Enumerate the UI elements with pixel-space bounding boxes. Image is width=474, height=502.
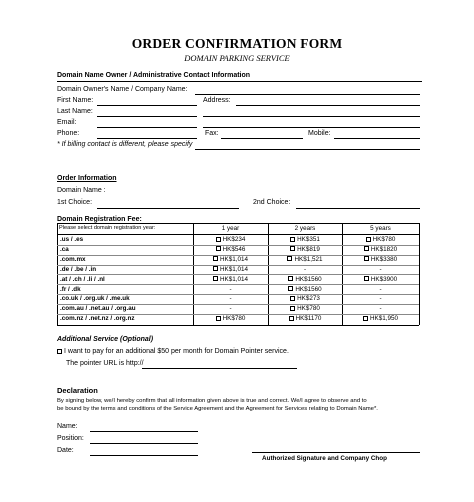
first-name-field[interactable] <box>97 105 197 106</box>
last-name-label: Last Name: <box>57 108 93 115</box>
price-option-y1[interactable] <box>193 266 268 273</box>
signature-field[interactable] <box>252 452 420 453</box>
price-checkbox[interactable] <box>364 256 369 261</box>
price-value: HK$819 <box>297 245 320 253</box>
table-row-label: .us / .es <box>60 236 84 243</box>
price-option-y2[interactable] <box>268 286 342 293</box>
address-field-line3[interactable] <box>203 127 420 128</box>
price-checkbox[interactable] <box>213 256 218 261</box>
price-unavailable: - <box>379 265 382 273</box>
price-checkbox[interactable] <box>366 237 371 242</box>
first-name-label: First Name: <box>57 97 94 104</box>
price-checkbox[interactable] <box>288 276 293 281</box>
price-option-y1[interactable] <box>193 246 268 253</box>
billing-contact-field[interactable] <box>195 149 420 150</box>
table-row-label: .ca <box>60 245 69 253</box>
billing-note: * If billing contact is different, please specify <box>57 141 193 148</box>
price-unavailable: - <box>379 285 382 293</box>
price-value: HK$273 <box>297 295 320 303</box>
price-checkbox[interactable] <box>290 246 295 251</box>
fax-field[interactable] <box>221 138 303 139</box>
form-title: ORDER CONFIRMATION FORM <box>131 36 343 51</box>
price-value: HK$234 <box>222 236 246 243</box>
table-row-label: .com.au / .net.au / .org.au <box>60 305 136 313</box>
table-header-2years: 2 years <box>294 225 316 232</box>
price-option-y1[interactable] <box>193 236 268 243</box>
price-value: HK$1170 <box>295 315 322 323</box>
price-option-y2[interactable] <box>268 256 342 263</box>
email-label: Email: <box>57 119 77 126</box>
owner-name-label: Domain Owner's Name / Company Name: <box>57 86 188 93</box>
price-checkbox[interactable] <box>213 266 218 271</box>
price-value: HK$1,521 <box>294 255 323 263</box>
mobile-label: Mobile: <box>308 130 331 137</box>
price-value: HK$1,014 <box>219 275 248 283</box>
table-row-divider <box>57 314 419 315</box>
table-row-label: .com.nz / .net.nz / .org.nz <box>60 315 135 323</box>
price-value: HK$3900 <box>370 275 398 283</box>
table-row-label: .com.mx <box>60 255 86 263</box>
mobile-field[interactable] <box>334 138 420 139</box>
price-value: HK$780 <box>372 236 396 243</box>
pointer-service-option[interactable] <box>57 348 289 355</box>
price-value: HK$546 <box>222 245 246 253</box>
price-value: HK$780 <box>297 305 320 313</box>
table-row-divider <box>57 265 419 266</box>
position-label: Position: <box>57 435 84 442</box>
table-header-1year: 1 year <box>221 225 240 232</box>
table-row-divider <box>57 304 419 305</box>
price-option-y2[interactable] <box>268 305 342 312</box>
price-checkbox[interactable] <box>364 276 369 281</box>
section-divider <box>57 81 422 82</box>
price-unavailable: - <box>303 265 307 273</box>
name-label: Name: <box>57 423 78 430</box>
price-option-y5[interactable] <box>342 236 419 243</box>
declaration-text-line2: be bound by the terms and conditions of the Service Agreement and the Agreement for Services relating to Domain Name*. <box>57 406 378 412</box>
price-option-y1[interactable] <box>193 315 268 322</box>
table-row-label: .co.uk / .org.uk / .me.uk <box>60 295 130 303</box>
price-value: HK$780 <box>222 315 246 323</box>
price-option-y5[interactable] <box>342 276 419 283</box>
fax-label: Fax: <box>205 130 219 137</box>
price-value: HK$1560 <box>295 275 322 283</box>
owner-name-field[interactable] <box>195 94 420 95</box>
first-choice-label: 1st Choice: <box>57 199 93 206</box>
price-checkbox[interactable] <box>363 316 368 321</box>
position-field[interactable] <box>90 443 198 444</box>
phone-label: Phone: <box>57 130 80 137</box>
price-option-y2[interactable] <box>268 236 342 243</box>
price-unavailable: - <box>379 295 382 303</box>
pointer-service-text: I want to pay for an additional $50 per month for Domain Pointer service. <box>64 348 289 355</box>
domain-name-label: Domain Name : <box>57 187 106 194</box>
price-checkbox[interactable] <box>216 237 221 242</box>
table-border <box>57 325 419 326</box>
additional-service-heading: Additional Service (Optional) <box>57 336 154 343</box>
price-option-y2[interactable] <box>268 246 342 253</box>
price-value: HK$1,014 <box>219 255 248 263</box>
date-field[interactable] <box>90 455 198 456</box>
price-unavailable: - <box>379 305 382 313</box>
table-row-label: .de / .be / .in <box>60 265 97 273</box>
price-option-y1[interactable] <box>193 256 268 263</box>
price-checkbox[interactable] <box>289 316 294 321</box>
last-name-field[interactable] <box>97 116 197 117</box>
declaration-text-line1: By signing below, we/I hereby confirm that all information given above is true and correct. We/I agree to observe and to <box>57 398 367 404</box>
table-row-divider <box>57 274 419 275</box>
price-option-y2[interactable] <box>268 276 342 283</box>
fee-heading: Domain Registration Fee: <box>57 216 142 223</box>
address-field-line2[interactable] <box>203 116 420 117</box>
price-unavailable: - <box>229 295 232 303</box>
table-border <box>57 234 419 235</box>
name-field[interactable] <box>90 431 198 432</box>
table-row-label: .fr / .dk <box>60 285 81 293</box>
price-value: HK$1,014 <box>219 265 248 273</box>
date-label: Date: <box>57 447 74 454</box>
price-checkbox[interactable] <box>290 237 295 242</box>
price-checkbox[interactable] <box>216 246 221 251</box>
table-border <box>419 223 420 325</box>
pointer-url-label: The pointer URL is http:// <box>66 360 144 367</box>
price-checkbox[interactable] <box>213 276 218 281</box>
table-header-5years: 5 years <box>370 225 391 232</box>
price-option-y2[interactable] <box>268 295 342 302</box>
declaration-heading: Declaration <box>57 386 98 395</box>
order-section-heading: Order Information <box>57 175 117 182</box>
price-option-y5[interactable] <box>342 315 419 322</box>
price-checkbox[interactable] <box>288 286 293 291</box>
table-row-divider <box>57 255 419 256</box>
table-row-label: .at / .ch / .li / .nl <box>60 275 105 283</box>
price-value: HK$1820 <box>370 245 398 253</box>
price-checkbox[interactable] <box>216 316 221 321</box>
address-field[interactable] <box>236 105 420 106</box>
first-choice-field[interactable] <box>97 208 239 209</box>
table-border <box>57 223 419 224</box>
price-option-y5[interactable] <box>342 246 419 253</box>
price-checkbox[interactable] <box>290 306 295 311</box>
email-field[interactable] <box>97 127 197 128</box>
second-choice-field[interactable] <box>296 208 420 209</box>
table-row-divider <box>57 284 419 285</box>
table-header-select: Please select domain registration year: <box>59 225 156 231</box>
table-row-divider <box>57 245 419 246</box>
price-checkbox[interactable] <box>364 246 369 251</box>
table-row-divider <box>57 294 419 295</box>
signature-label: Authorized Signature and Company Chop <box>262 455 387 462</box>
second-choice-label: 2nd Choice: <box>253 199 291 206</box>
price-value: HK$351 <box>297 236 320 243</box>
pointer-url-field[interactable] <box>142 368 297 369</box>
price-option-y2[interactable] <box>268 315 342 322</box>
price-option-y1[interactable] <box>193 276 268 283</box>
price-checkbox[interactable] <box>287 256 292 261</box>
price-checkbox[interactable] <box>290 296 295 301</box>
price-value: HK$1560 <box>295 285 322 293</box>
price-value: HK$1,950 <box>369 315 398 323</box>
phone-field[interactable] <box>97 138 197 139</box>
price-value: HK$3380 <box>370 255 398 263</box>
owner-section-heading: Domain Name Owner / Administrative Contact Information <box>57 72 251 79</box>
pointer-service-checkbox[interactable] <box>57 349 62 354</box>
price-unavailable: - <box>229 305 232 313</box>
address-label: Address: <box>203 97 231 104</box>
price-unavailable: - <box>229 285 232 293</box>
price-option-y5[interactable] <box>342 256 419 263</box>
form-subtitle: DOMAIN PARKING SERVICE <box>184 53 290 63</box>
